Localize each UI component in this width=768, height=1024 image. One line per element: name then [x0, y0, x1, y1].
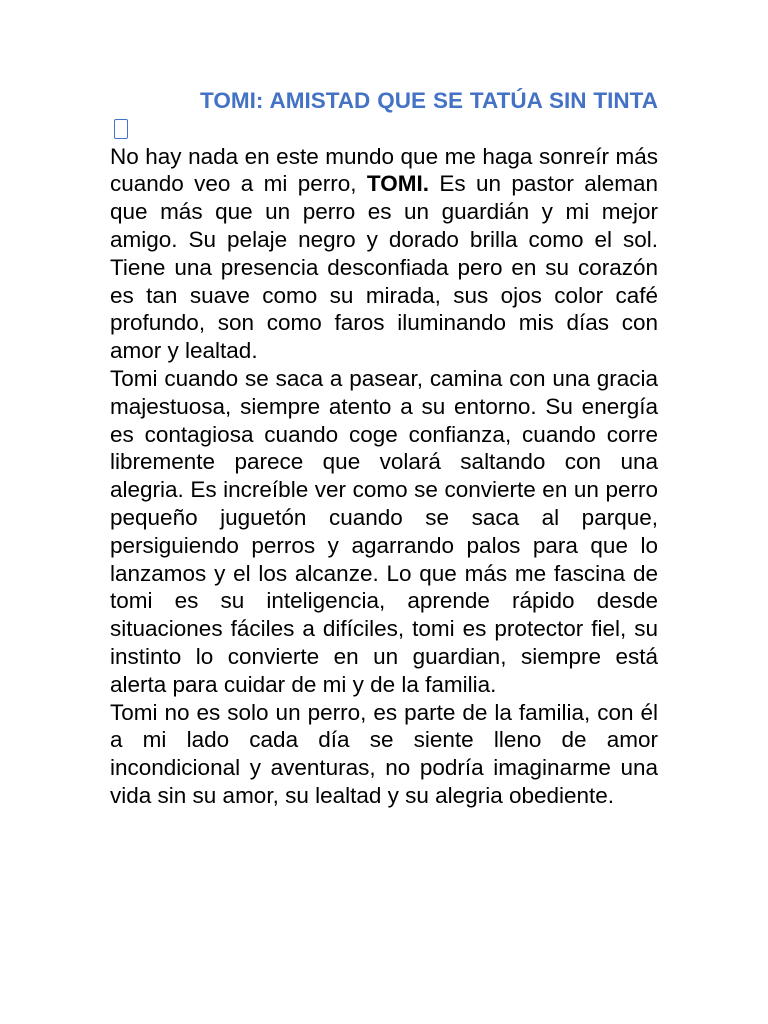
paragraph-1 [110, 143, 658, 365]
dog-name-bold: TOMI. [366, 171, 429, 197]
paragraph-1-text-b: Es un pastor aleman que más que un perro es un guardián y mi mejor amigo. Su pelaje negro y dorado brilla como el sol. Tiene una presencia desconfiada pero en su corazón es tan suave como su mirada, sus ojos color café profundo, son como faros iluminando mis días con amor y lealtad. [110, 171, 658, 364]
document-title-text: TOMI: AMISTAD QUE SE TATÚA SIN TINTA [200, 88, 658, 113]
paragraph-2: Tomi cuando se saca a pasear, camina con una gracia majestuosa, siempre atento a su entorno. Su energía es contagiosa cuando coge confianza, cuando corre libremente parece que volará saltando con una alegria. Es increíble ver como se convierte en un perro pequeño juguetón cuando se saca al parque, persiguiendo perros y agarrando palos para que lo lanzamos y el los alcanze. Lo que más me fascina de tomi es su inteligencia, aprende rápido desde situaciones fáciles a difíciles, tomi es protector fiel, su instinto lo convierte en un guardian, siempre está alerta para cuidar de mi y de la familia. [110, 365, 658, 697]
missing-glyph-icon [114, 119, 128, 139]
document-page [110, 87, 658, 810]
paragraph-3: Tomi no es solo un perro, es parte de la familia, con él a mi lado cada día se siente lleno de amor incondicional y aventuras, no podría imaginarme una vida sin su amor, su lealtad y su alegria obediente. [110, 699, 658, 808]
paragraph-1-text-a: No hay nada en este mundo que me haga sonreír más cuando veo a mi perro, [110, 143, 658, 197]
document-title [110, 87, 658, 143]
